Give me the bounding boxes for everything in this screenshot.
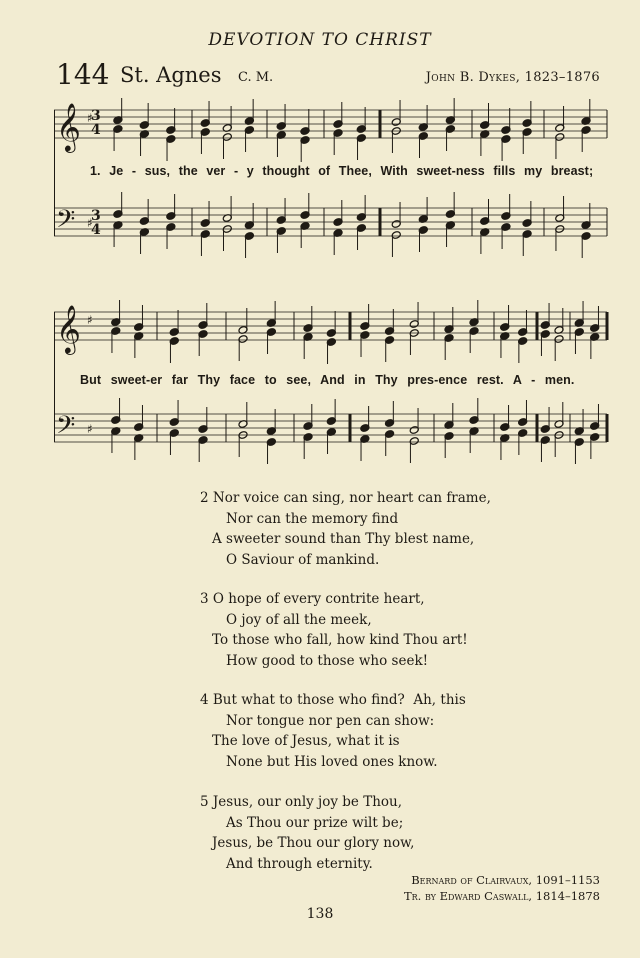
sharp-icon: ♯ (87, 422, 93, 436)
stanza-number: 5 (200, 794, 209, 810)
stanza-5 (200, 792, 414, 874)
time-signature-bass-denominator: 4 (91, 222, 101, 238)
sharp-icon: ♯ (87, 216, 93, 230)
treble-clef-icon: 𝄞 (56, 102, 81, 151)
lyrics-system-1: 1. Je - sus, the ver - y thought of Thee, With sweet-ness fills my breast; (90, 164, 594, 178)
section-title: DEVOTION TO CHRIST (208, 30, 432, 50)
page-number: 138 (306, 906, 334, 922)
time-signature-bass: 3 (91, 208, 101, 224)
bass-clef-icon: 𝄢 (56, 411, 76, 446)
stanza-line: Nor tongue nor pen can show: (226, 712, 435, 729)
time-signature-treble: 3 (91, 108, 101, 124)
stanza-3 (200, 589, 468, 671)
stanza-line: But what to those who find? Ah, this (212, 692, 466, 708)
stanza-line: O Saviour of mankind. (226, 551, 380, 568)
stanza-line: As Thou our prize wilt be; (226, 814, 404, 831)
sharp-icon: ♯ (87, 313, 93, 327)
stanza-line: To those who fall, how kind Thou art! (212, 632, 468, 648)
stanza-line: O joy of all the meek, (226, 611, 372, 628)
composer-credit: John B. Dykes, 1823–1876 (425, 70, 600, 85)
stanza-line: The love of Jesus, what it is (212, 733, 400, 749)
stanza-2 (200, 488, 491, 570)
stanza-line: None but His loved ones know. (226, 753, 438, 770)
stanza-4 (200, 690, 466, 772)
stanza-line: O hope of every contrite heart, (212, 591, 425, 607)
author-credit: Bernard of Clairvaux, 1091–1153 (411, 873, 600, 887)
stanza-line: Jesus, our only joy be Thou, (212, 794, 403, 810)
tune-name: St. Agnes (120, 63, 222, 87)
time-signature-treble-denominator: 4 (91, 122, 101, 138)
stanza-number: 2 (200, 490, 209, 506)
hymn-number: 144 (56, 58, 110, 91)
stanza-line: Nor can the memory find (226, 510, 399, 527)
stanza-line: Nor voice can sing, nor heart can frame, (212, 490, 491, 506)
stanza-line: Jesus, be Thou our glory now, (212, 835, 415, 851)
sharp-icon: ♯ (87, 111, 93, 125)
stanza-line: How good to those who seek! (226, 652, 429, 669)
treble-clef-icon: 𝄞 (56, 304, 81, 353)
bass-clef-icon: 𝄢 (56, 205, 76, 240)
lyrics-system-2: But sweet-er far Thy face to see, And in Thy pres-ence rest. A - men. (80, 373, 575, 387)
meter: C. M. (238, 70, 274, 85)
stanza-number: 3 (200, 591, 209, 607)
stanza-line: And through eternity. (226, 855, 373, 872)
stanza-line: A sweeter sound than Thy blest name, (212, 531, 475, 547)
translator-credit: Tr. by Edward Caswall, 1814–1878 (403, 889, 600, 903)
stanza-number: 4 (200, 692, 209, 708)
